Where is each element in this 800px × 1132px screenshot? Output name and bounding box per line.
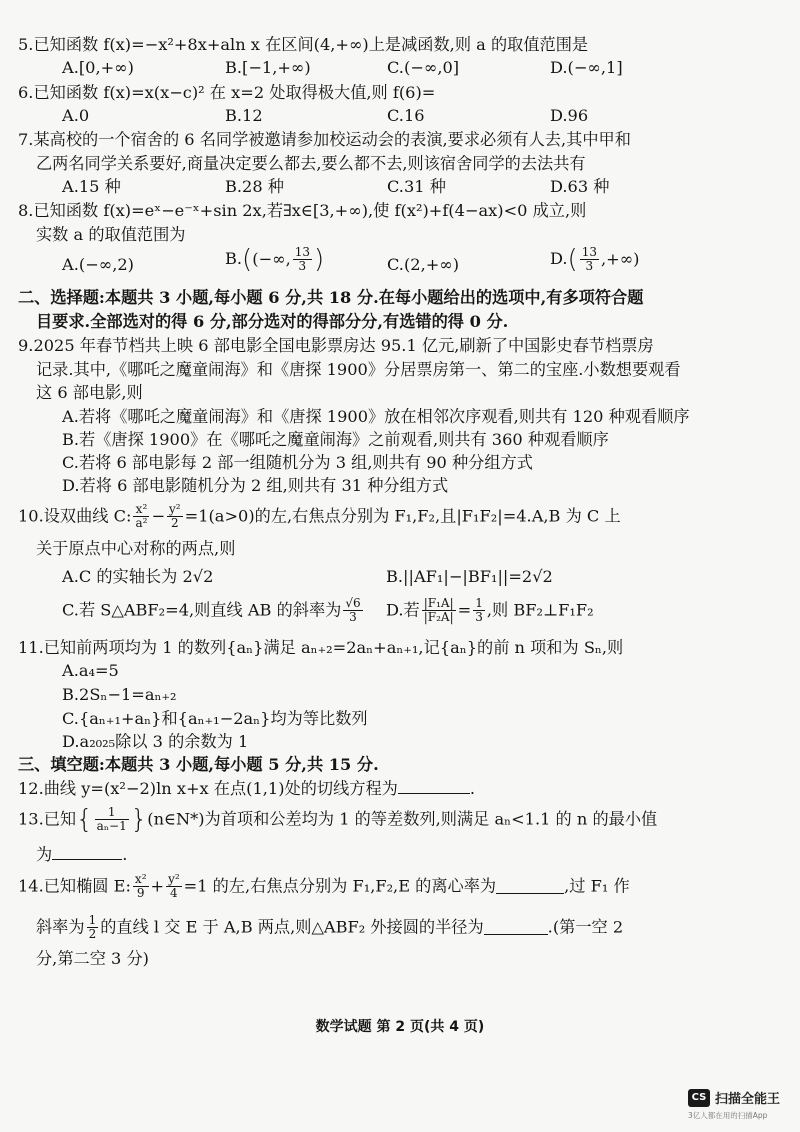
answer-blank <box>484 920 548 935</box>
fraction-numerator: √6 <box>345 596 361 610</box>
section-3-heading: 三、填空题:本题共 3 小题,每小题 5 分,共 15 分. <box>18 755 379 774</box>
question-5-stem: 5.已知函数 f(x)=−x²+8x+aln x 在区间(4,+∞)上是减函数,则 a 的取值范围是 <box>18 35 589 54</box>
question-5-option-d: D.(−∞,1] <box>550 58 623 77</box>
question-9-line-1: 9.2025 年春节档共上映 6 部电影全国电影票房达 95.1 亿元,刷新了中国影史春节档票房 <box>18 336 654 355</box>
question-7-line-2: 乙两名同学关系要好,商量决定要么都去,要么都不去,则该宿舍同学的去法共有 <box>36 154 586 173</box>
scanner-tagline: 3亿人都在用的扫描App <box>688 1111 768 1120</box>
question-9-option-c: C.若将 6 部电影每 2 部一组随机分为 3 组,则共有 90 种分组方式 <box>62 453 533 472</box>
answer-blank <box>52 845 122 860</box>
fraction-denominator: 2 <box>88 927 97 941</box>
question-10-line-2: 关于原点中心对称的两点,则 <box>36 539 236 558</box>
fraction-numerator: 1 <box>95 806 129 820</box>
question-6-option-d: D.96 <box>550 106 589 125</box>
question-14-line-1: 14.已知椭圆 E: $\frac{\text{x²}}{9}$ + $\frac{\text{y²}}{4}$ =1 的左,右焦点分别为 F₁,F₂,E 的离心率为 ,过 F₁ 作 <box>18 872 630 900</box>
fraction-numerator: x² <box>134 872 147 886</box>
question-8-option-d: D.( $\frac{13}{3}$ ,+∞) <box>550 244 640 275</box>
question-8-line-1: 8.已知函数 f(x)=eˣ−e⁻ˣ+sin 2x,若∃x∈[3,+∞),使 f(x²)+f(4−ax)<0 成立,则 <box>18 201 587 220</box>
section-2-heading-line-2: 目要求.全部选对的得 6 分,部分选对的得部分分,有选错的得 0 分. <box>36 312 509 331</box>
fraction-denominator: a² <box>135 516 148 530</box>
question-5-option-c: C.(−∞,0] <box>387 58 460 77</box>
answer-blank <box>496 879 564 894</box>
question-6-option-a: A.0 <box>62 106 90 125</box>
question-10-option-a: A.C 的实轴长为 2√2 <box>62 567 214 586</box>
fraction-denominator: aₙ−1 <box>96 819 127 833</box>
question-7-option-c: C.31 种 <box>387 177 446 196</box>
question-9-option-a: A.若将《哪吒之魔童闹海》和《唐探 1900》放在相邻次序观看,则共有 120 种观看顺序 <box>62 407 690 426</box>
question-14-line-2: 斜率为 $\frac{1}{2}$ 的直线 l 交 E 于 A,B 两点,则△ABF₂ 外接圆的半径为 .(第一空 2 <box>36 913 624 941</box>
camscanner-logo-icon: CS <box>688 1089 710 1107</box>
question-7-option-d: D.63 种 <box>550 177 610 196</box>
fraction-numerator: y² <box>168 872 180 886</box>
question-8-option-b: B.((−∞, $\frac{13}{3}$ ) <box>225 244 325 275</box>
question-9-option-b: B.若《唐探 1900》在《哪吒之魔童闹海》之前观看,则共有 360 种观看顺序 <box>62 430 609 449</box>
fraction-numerator: x² <box>133 503 149 517</box>
fraction-numerator: 1 <box>88 913 97 927</box>
question-11-stem: 11.已知前两项均为 1 的数列{aₙ}满足 aₙ₊₂=2aₙ+aₙ₊₁,记{aₙ}的前 n 项和为 Sₙ,则 <box>18 638 624 657</box>
question-7-option-b: B.28 种 <box>225 177 284 196</box>
fraction-numerator: y² <box>169 502 181 516</box>
fraction-numerator: 13 <box>581 245 597 259</box>
fraction-denominator: |F₂A| <box>423 610 454 624</box>
question-11-option-d: D.a₂₀₂₅除以 3 的余数为 1 <box>62 732 249 751</box>
question-9-line-3: 这 6 部电影,则 <box>36 383 143 402</box>
question-6-option-c: C.16 <box>387 106 425 125</box>
question-8-option-a: A.(−∞,2) <box>62 255 134 274</box>
fraction-denominator: 4 <box>170 886 178 900</box>
section-2-heading-line-1: 二、选择题:本题共 3 小题,每小题 6 分,共 18 分.在每小题给出的选项中,有多项符合题 <box>18 288 644 307</box>
fraction-denominator: 3 <box>585 259 594 273</box>
page-footer: 数学试题 第 2 页(共 4 页) <box>315 1019 485 1035</box>
question-10-option-b: B.||AF₁|−|BF₁||=2√2 <box>386 567 553 586</box>
question-10-option-d: D.若 $\frac{\text{|F₁A|}}{\text{|F₂A|}}$ = $\frac{1}{3}$ ,则 BF₂⊥F₁F₂ <box>386 596 594 624</box>
question-13-line-2: 为 . <box>36 845 128 864</box>
question-6-option-b: B.12 <box>225 106 263 125</box>
fraction-numerator: 13 <box>294 245 310 259</box>
fraction-numerator: |F₁A| <box>423 596 454 610</box>
question-11-option-c: C.{aₙ₊₁+aₙ}和{aₙ₊₁−2aₙ}均为等比数列 <box>62 709 368 728</box>
question-8-line-2: 实数 a 的取值范围为 <box>36 225 186 244</box>
question-9-option-d: D.若将 6 部电影随机分为 2 组,则共有 31 种分组方式 <box>62 476 449 495</box>
question-10-line-1: 10.设双曲线 C: $\frac{\text{x²}}{\text{a²}}$ − $\frac{\text{y²}}{2}$ =1(a>0)的左,右焦点分别为 F₁,F₂,且|F₁F₂|=4.A,B 为 C 上 <box>18 502 621 530</box>
fraction-denominator: 3 <box>475 610 483 624</box>
scanner-watermark <box>688 1088 780 1107</box>
question-5-option-b: B.[−1,+∞) <box>225 58 311 77</box>
question-14-line-3: 分,第二空 3 分) <box>36 949 149 968</box>
question-11-option-b: B.2Sₙ−1=aₙ₊₂ <box>62 685 177 704</box>
question-11-option-a: A.a₄=5 <box>62 661 119 680</box>
question-7-option-a: A.15 种 <box>62 177 121 196</box>
fraction-denominator: 9 <box>136 886 145 900</box>
fraction-denominator: 2 <box>171 516 179 530</box>
fraction-denominator: 3 <box>298 259 307 273</box>
question-9-line-2: 记录.其中,《哪吒之魔童闹海》和《唐探 1900》分居票房第一、第二的宝座.小数想要观看 <box>36 360 681 379</box>
fraction-numerator: 1 <box>475 596 483 610</box>
question-7-line-1: 7.某高校的一个宿舍的 6 名同学被邀请参加校运动会的表演,要求必须有人去,其中甲和 <box>18 130 631 149</box>
question-13-line-1: 13.已知{ $\frac{1}{\text{aₙ−1}}$ }(n∈N*)为首项和公差均为 1 的等差数列,则满足 aₙ<1.1 的 n 的最小值 <box>18 804 658 835</box>
question-12: 12.曲线 y=(x²−2)ln x+x 在点(1,1)处的切线方程为 . <box>18 779 476 798</box>
question-5-option-a: A.[0,+∞) <box>62 58 134 77</box>
question-10-option-c: C.若 S△ABF₂=4,则直线 AB 的斜率为 $\frac{√6}{3}$ <box>62 596 361 624</box>
question-8-option-c: C.(2,+∞) <box>387 255 460 274</box>
question-6-stem: 6.已知函数 f(x)=x(x−c)² 在 x=2 处取得极大值,则 f(6)= <box>18 83 436 102</box>
answer-blank <box>398 779 470 794</box>
scanner-app-name: 扫描全能王 <box>715 1092 781 1107</box>
fraction-denominator: 3 <box>349 610 357 624</box>
